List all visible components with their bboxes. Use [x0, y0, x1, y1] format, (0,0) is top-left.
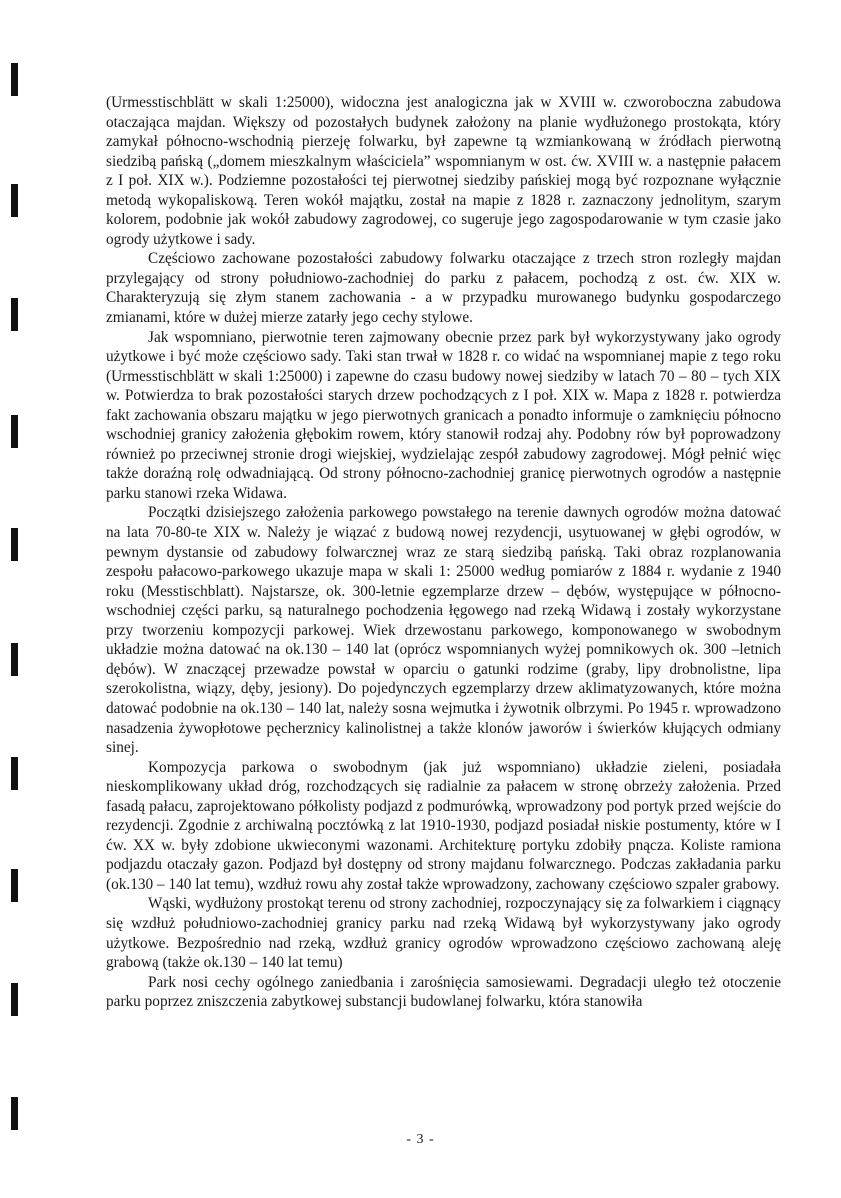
paragraph: (Urmesstischblätt w skali 1:25000), widoczna jest analogiczna jak w XVIII w. czworoboczna zabudowa otaczająca majdan. Większy od pozostałych budynek założony na planie wydłużonego prostokąta, który zamykał północno-wschodnią pierzeję folwarku, był zapewne tą wzmiankowaną w źródłach pierwotną siedzibą pańską („domem mieszkalnym właściciela” wspomnianym w ost. ćw. XVIII w. a następnie pałacem z I poł. XIX w.). Podziemne pozostałości tej pierwotnej siedziby pańskiej mogą być rozpoznane wyłącznie metodą wykopaliskową. Teren wokół majątku, został na mapie z 1828 r. zaznaczony jednolitym, szarym kolorem, podobnie jak wokół zabudowy zagrodowej, co sugeruje jego zagospodarowanie w tym czasie jako ogrody użytkowe i sady.	[106, 94, 781, 248]
binding-mark	[11, 184, 18, 217]
document-body	[106, 93, 781, 1012]
paragraph: Park nosi cechy ogólnego zaniedbania i zarośnięcia samosiewami. Degradacji uległo też otoczenie parku poprzez zniszczenia zabytkowej substancji budowlanej folwarku, która stanowiła	[106, 973, 781, 1011]
binding-mark	[11, 415, 18, 448]
paragraph: Częściowo zachowane pozostałości zabudowy folwarku otaczające z trzech stron rozległy majdan przylegający od strony południowo-zachodniej do parku z pałacem, pochodzą z ost. ćw. XIX w. Charakteryzują się złym stanem zachowania - a w przypadku murowanego budynku gospodarczego zmianami, które w dużej mierze zatarły jego cechy stylowe.	[106, 250, 781, 327]
binding-mark	[11, 63, 18, 96]
binding-mark	[11, 757, 18, 790]
binding-mark	[11, 1097, 18, 1130]
binding-mark	[11, 528, 18, 561]
binding-mark	[11, 298, 18, 331]
binding-mark	[11, 983, 18, 1016]
paragraph: Jak wspomniano, pierwotnie teren zajmowany obecnie przez park był wykorzystywany jako ogrody użytkowe i być może częściowo sady. Taki stan trwał w 1828 r. co widać na wspomnianej mapie z tego roku (Urmesstischblätt w skali 1:25000) i zapewne do czasu budowy nowej siedziby w latach 70 – 80 – tych XIX w. Potwierdza to brak pozostałości starych drzew pochodzących z I poł. XIX w. Mapa z 1828 r. potwierdza fakt zachowania obszaru majątku w jego pierwotnych granicach a ponadto informuje o zamknięciu północno wschodniej granicy założenia głębokim rowem, który stanowił rodzaj ahy. Podobny rów był poprowadzony również po przeciwnej stronie drogi wiejskiej, wydzielając zespół zabudowy zagrodowej. Mógł pełnić więc także doraźną rolę odwadniającą. Od strony północno-zachodniej granicę pierwotnych ogrodów a następnie parku stanowi rzeka Widawa.	[106, 328, 781, 502]
paragraph: Początki dzisiejszego założenia parkowego powstałego na terenie dawnych ogrodów można datować na lata 70-80-te XIX w. Należy je wiązać z budową nowej rezydencji, usytuowanej w głębi ogrodów, w pewnym dystansie od zabudowy folwarcznej wraz ze starą siedzibą pańską. Taki obraz rozplanowania zespołu pałacowo-parkowego ukazuje mapa w skali 1: 25000 według pomiarów z 1884 r. wydanie z 1940 roku (Messtischblatt). Najstarsze, ok. 300-letnie egzemplarze drzew – dębów, występujące w północno-wschodniej części parku, są naturalnego pochodzenia łęgowego nad rzeką Widawą i zostały wykorzystane przy tworzeniu kompozycji parkowej. Wiek drzewostanu parkowego, komponowanego w swobodnym układzie można datować na ok.130 – 140 lat (oprócz wspomnianych wyżej pomnikowych ok. 300 –letnich dębów). W znaczącej przewadze powstał w oparciu o gatunki rodzime (graby, lipy drobnolistne, lipa szerokolistna, wiązy, dęby, jesiony). Do pojedynczych egzemplarzy drzew aklimatyzowanych, które można datować podobnie na ok.130 – 140 lat, należy sosna wejmutka i żywotnik olbrzymi. Po 1945 r. wprowadzono nasadzenia żywopłotowe pęcherznicy kalinolistnej a także klonów jaworów i świerków kłujących odmiany sinej.	[106, 504, 781, 757]
paragraph: Kompozycja parkowa o swobodnym (jak już wspomniano) układzie zieleni, posiadała nieskomplikowany układ dróg, rozchodzących się radialnie za pałacem w stronę obrzeży założenia. Przed fasadą pałacu, zaprojektowano półkolisty podjazd z podmurówką, wprowadzony pod portyk przed wejście do rezydencji. Zgodnie z archiwalną pocztówką z lat 1910-1930, podjazd posiadał niskie postumenty, które w I ćw. XX w. były zdobione ukwieconymi wazonami. Architekturę portyku zdobiły pnącza. Koliste ramiona podjazdu otaczały gazon. Podjazd był dostępny od strony majdanu folwarcznego. Podczas zakładania parku (ok.130 – 140 lat temu), wzdłuż rowu ahy został także wprowadzony, zachowany częściowo szpaler grabowy.	[106, 758, 781, 893]
binding-mark	[11, 643, 18, 676]
paragraph: Wąski, wydłużony prostokąt terenu od strony zachodniej, rozpoczynający się za folwarkiem i ciągnący się wzdłuż południowo-zachodniej granicy parku nad rzeką Widawą był wykorzystywany jako ogrody użytkowe. Bezpośrednio nad rzeką, wzdłuż granicy ogrodów wprowadzono częściowo zachowaną aleję grabową (także ok.130 – 140 lat temu)	[106, 895, 781, 972]
page-number: - 3 -	[406, 1132, 435, 1147]
binding-mark	[11, 869, 18, 902]
